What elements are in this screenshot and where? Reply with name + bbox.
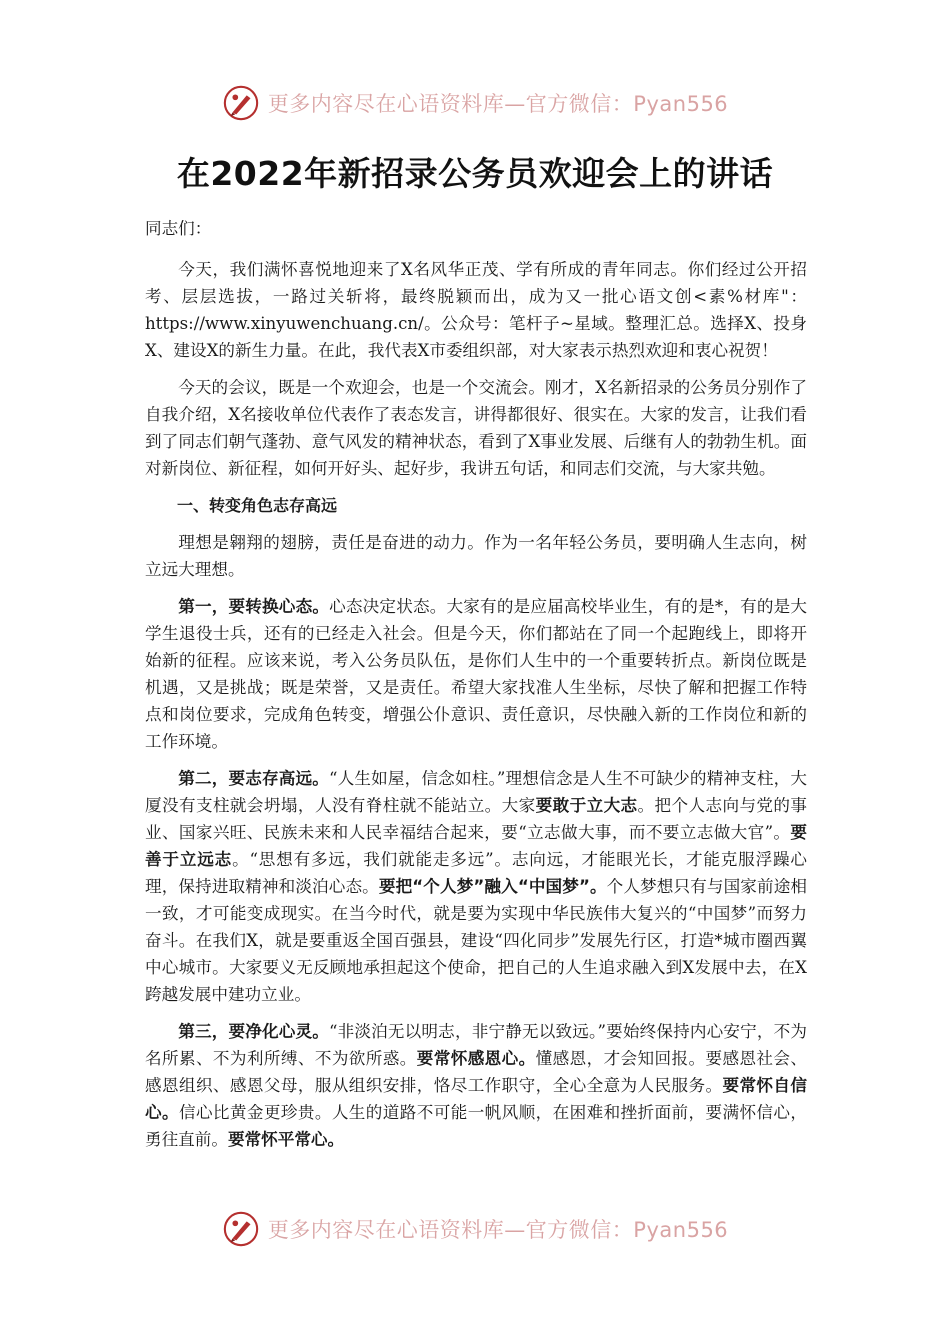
paragraph-text: 个人梦想只有与国家前途相一致，才可能变成现实。在当今时代，就是要为实现中华民族伟大复兴的“中国梦”而努力奋斗。在我们X，就是要重返全国百强县，建设“四化同步”发展先行区，打造*城市圈西翼中心城市。大家要义无反顾地承担起这个使命，把自己的人生追求融入到X发展中去，在X跨越发展中建功立业。 [145,877,808,1004]
bold-phrase: 要把“个人梦”融入“中国梦”。 [378,877,607,896]
paragraph-text: “人生如屋，信念如柱。”理想信念是人生不可缺少的精神支柱，大厦没有支柱就会坍塌，人没有脊柱就不能站立。大家 [145,769,807,815]
bold-lead: 第三，要净化心灵。 [178,1022,329,1041]
watermark-text: 更多内容尽在心语资料库—官方微信：Pyan556 [267,1218,729,1242]
section-heading: 一、转变角色志存高远 [177,496,338,515]
paragraph: 理想是翱翔的翅膀，责任是奋进的动力。作为一名年轻公务员，要明确人生志向，树立远大理想。 [145,533,807,579]
bold-lead: 第二，要志存高远。 [178,769,329,788]
pen-nib-icon [222,84,260,122]
document-body [145,215,807,1163]
pen-nib-icon [222,1210,260,1248]
bold-phrase: 要常怀自信心。 [145,1076,807,1122]
paragraph-text: 信心比黄金更珍贵。人生的道路不可能一帆风顺，在困难和挫折面前，要满怀信心，勇往直前。 [145,1103,807,1149]
bold-phrase: 要常怀平常心。 [227,1130,345,1149]
paragraph-text: 懂感恩，才会知回报。要感恩社会、感恩组织、感恩父母，服从组织安排，恪尽工作职守，全心全意为人民服务。 [145,1049,807,1095]
page-title: 在2022年新招录公务员欢迎会上的讲话 [176,154,774,193]
salutation: 同志们： [145,219,212,238]
paragraph [145,593,807,755]
paragraph-text: 。把个人志向与党的事业、国家兴旺、民族未来和人民幸福结合起来，要“立志做大事，而不要立志做大官”。 [145,796,807,842]
bold-phrase: 要善于立远志 [145,823,807,869]
bold-phrase: 要敢于立大志 [535,796,638,815]
bold-lead: 第一，要转换心态。 [178,597,330,616]
paragraph [145,1018,807,1153]
header-watermark [0,84,950,122]
watermark-text: 更多内容尽在心语资料库—官方微信：Pyan556 [267,92,729,116]
paragraph-text: 心态决定状态。大家有的是应届高校毕业生，有的是*，有的是大学生退役士兵，还有的已经走入社会。但是今天，你们都站在了同一个起跑线上，即将开始新的征程。应该来说，考入公务员队伍，是你们人生中的一个重要转折点。新岗位既是机遇，又是挑战；既是荣誉，又是责任。希望大家找准人生坐标，尽快了解和把握工作特点和岗位要求，完成角色转变，增强公仆意识、责任意识，尽快融入新的工作岗位和新的工作环境。 [145,597,807,751]
paragraph: 今天，我们满怀喜悦地迎来了X名风华正茂、学有所成的青年同志。你们经过公开招考、层层选拔，一路过关斩将，最终脱颖而出，成为又一批心语文创<素%材库"：https://www.xinyuwenchuang.cn/。公众号：笔杆子~星域。整理汇总。选择X、投身X、建设X的新生力量。在此，我代表X市委组织部，对大家表示热烈欢迎和衷心祝贺！ [145,260,807,360]
paragraph-text: 。“思想有多远，我们就能走多远”。志向远，才能眼光长，才能克服浮躁心理，保持进取精神和淡泊心态。 [145,850,808,896]
paragraph: 今天的会议，既是一个欢迎会，也是一个交流会。刚才，X名新招录的公务员分别作了自我介绍，X名接收单位代表作了表态发言，讲得都很好、很实在。大家的发言，让我们看到了同志们朝气蓬勃、意气风发的精神状态，看到了X事业发展、后继有人的勃勃生机。面对新岗位、新征程，如何开好头、起好步，我讲五句话，和同志们交流，与大家共勉。 [145,378,807,478]
paragraph-text: “非淡泊无以明志，非宁静无以致远。”要始终保持内心安宁，不为名所累、不为利所缚、不为欲所惑。 [145,1022,807,1068]
paragraph [145,765,807,1008]
bold-phrase: 要常怀感恩心。 [416,1049,536,1068]
footer-watermark [0,1210,950,1248]
